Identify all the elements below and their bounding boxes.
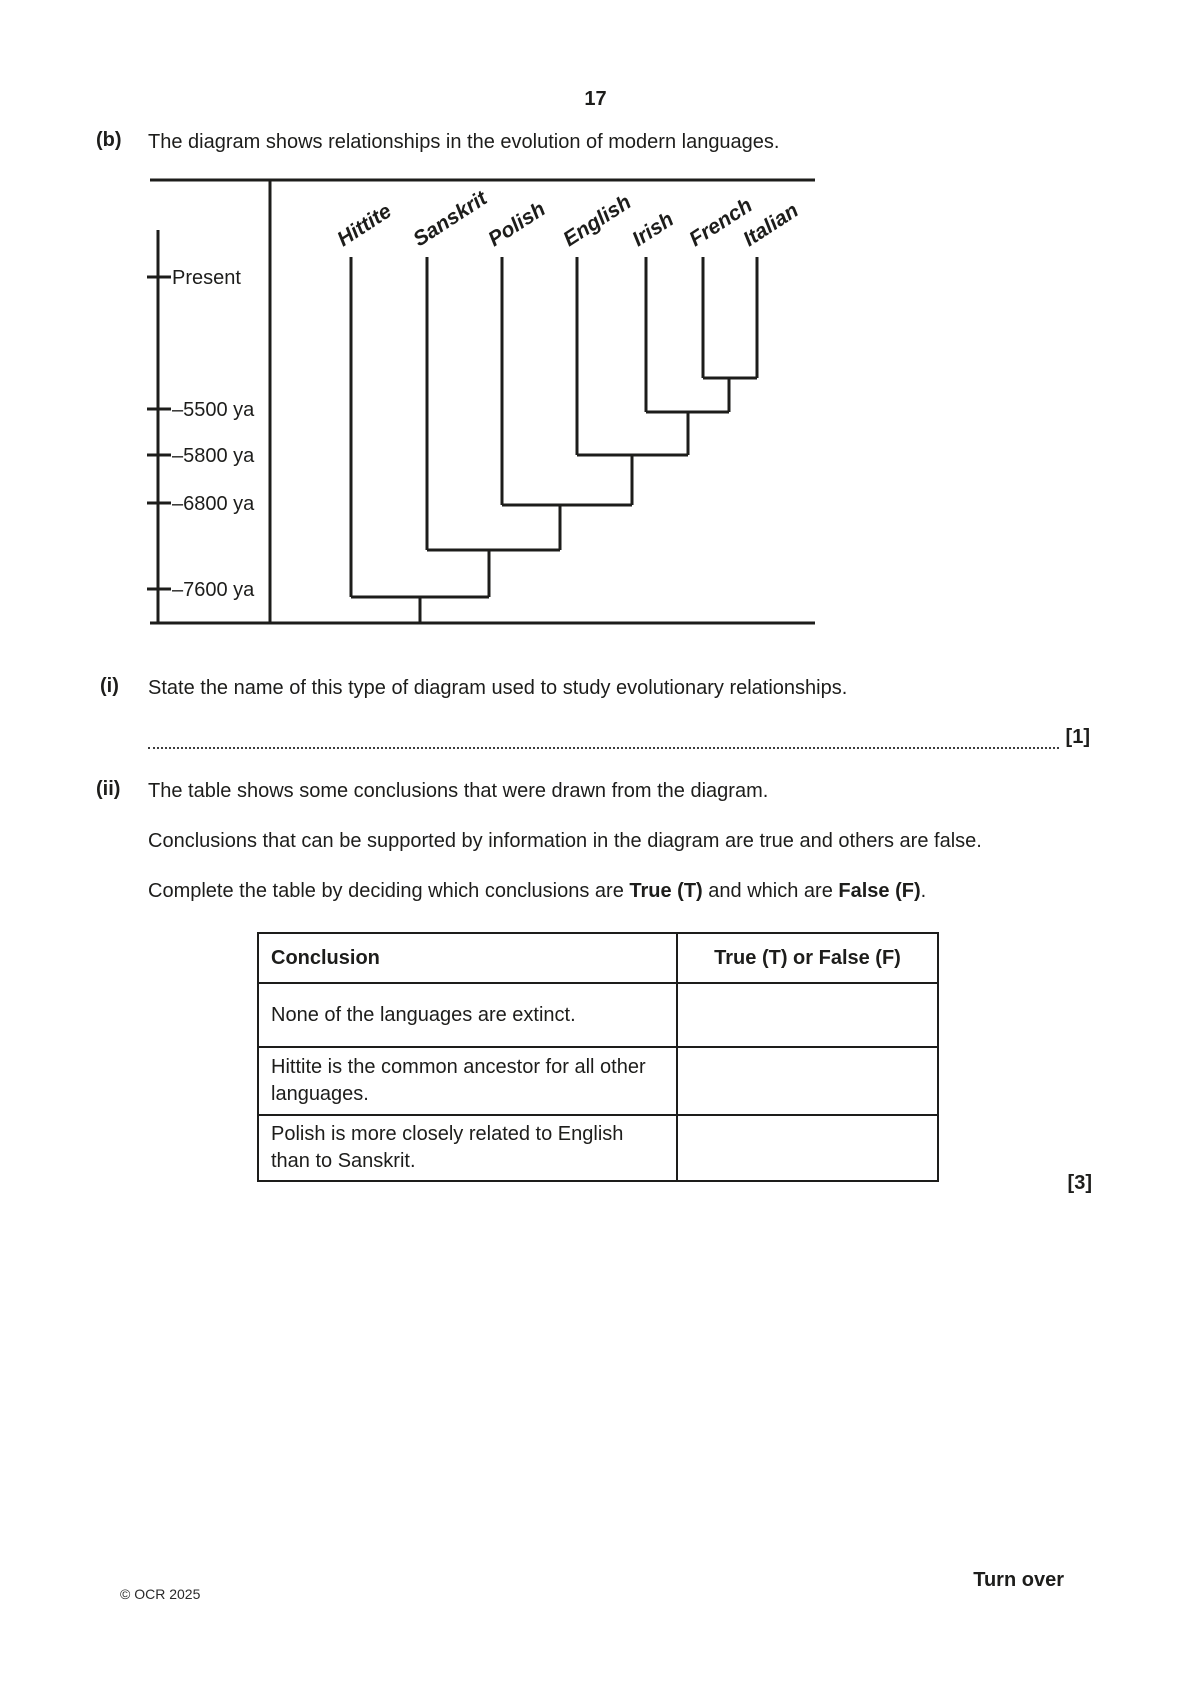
- part-ii-marks: [3]: [1067, 1172, 1092, 1194]
- header-true-false: True (T) or False (F): [677, 933, 938, 983]
- answer-cell-2[interactable]: [677, 1047, 938, 1115]
- time-axis-ticks: [147, 277, 171, 589]
- table-row: [258, 983, 938, 1047]
- part-ii-line3-post: .: [920, 880, 927, 902]
- language-label-english: English: [559, 190, 636, 252]
- part-ii-line2: Conclusions that can be supported by information in the diagram are true and others are false.: [148, 830, 982, 852]
- question-b-text: The diagram shows relationships in the evolution of modern languages.: [148, 131, 780, 153]
- tick-label-7600ya: –7600 ya: [172, 579, 255, 601]
- language-label-polish: Polish: [484, 197, 550, 252]
- language-label-hittite: Hittite: [333, 199, 396, 252]
- part-ii-line3: [148, 878, 926, 904]
- part-i-question: State the name of this type of diagram used to study evolutionary relationships.: [148, 677, 848, 699]
- table-header-row: [258, 933, 938, 983]
- answer-cell-3[interactable]: [677, 1115, 938, 1181]
- conclusion-text-1: None of the languages are extinct.: [258, 983, 677, 1047]
- tick-label-6800ya: –6800 ya: [172, 493, 255, 515]
- answer-dotted-line[interactable]: [148, 727, 1059, 749]
- part-ii-line3-true: True (T): [629, 880, 703, 902]
- language-label-sanskrit: Sanskrit: [409, 186, 492, 252]
- part-i-label: (i): [100, 675, 119, 697]
- conclusions-table: [257, 932, 939, 1182]
- part-ii-line3-false: False (F): [838, 880, 921, 902]
- table-row: [258, 1115, 938, 1181]
- answer-cell-1[interactable]: [677, 983, 938, 1047]
- diagram-frame: [150, 180, 815, 623]
- copyright-notice: © OCR 2025: [120, 1586, 201, 1602]
- conclusion-text-3: Polish is more closely related to English than to Sanskrit.: [258, 1115, 677, 1181]
- tick-label-present: Present: [172, 267, 241, 289]
- tick-label-5500ya: –5500 ya: [172, 399, 255, 421]
- turn-over-label: Turn over: [973, 1569, 1064, 1591]
- language-label-french: French: [685, 193, 757, 252]
- conclusion-text-2: Hittite is the common ancestor for all other languages.: [258, 1047, 677, 1115]
- table-row: [258, 1047, 938, 1115]
- part-ii-line1: The table shows some conclusions that were drawn from the diagram.: [148, 780, 769, 802]
- question-b-label: (b): [96, 129, 122, 151]
- part-ii-line3-pre: Complete the table by deciding which conclusions are: [148, 880, 630, 902]
- part-i-marks: [1]: [1065, 726, 1090, 748]
- part-ii-label: (ii): [96, 778, 121, 800]
- language-label-italian: Italian: [739, 198, 803, 252]
- page-number: 17: [584, 88, 607, 110]
- tree-junctions: [351, 378, 757, 623]
- header-conclusion: Conclusion: [258, 933, 677, 983]
- tick-label-5800ya: –5800 ya: [172, 445, 255, 467]
- part-i-answer-line: [148, 726, 1090, 749]
- part-ii-line3-mid: and which are: [702, 880, 839, 902]
- language-label-irish: Irish: [628, 207, 678, 252]
